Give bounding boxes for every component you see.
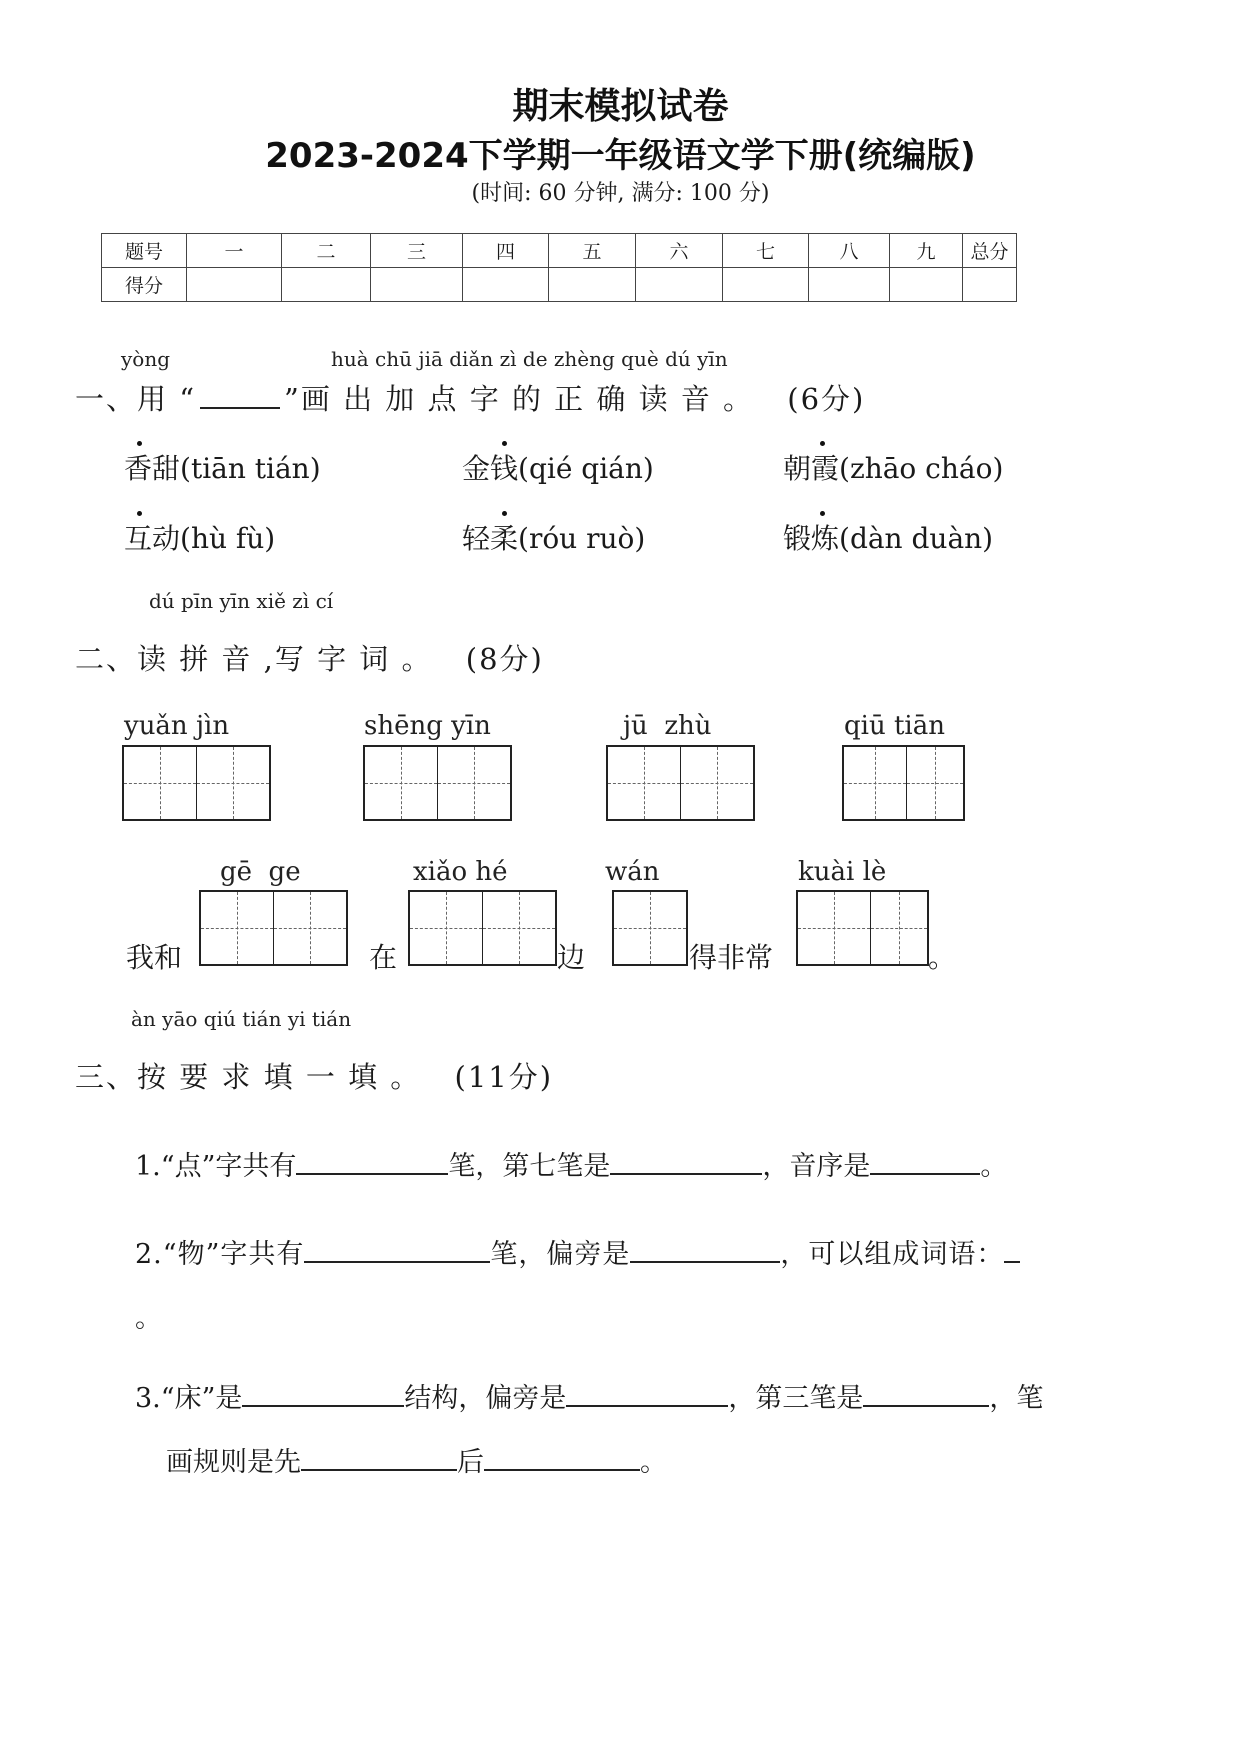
- q1-item-word: 朝霞: [783, 452, 840, 485]
- score-input-cell[interactable]: [371, 268, 463, 302]
- score-table-header-row: [102, 234, 1017, 268]
- answer-blank[interactable]: [1004, 1260, 1020, 1263]
- q3-item-3: [135, 1376, 1043, 1415]
- answer-blank[interactable]: [870, 1172, 980, 1175]
- tian-grid-box[interactable]: [612, 890, 688, 966]
- q1-pinyin: huà chū jiā diǎn zì de zhèng què dú yīn: [331, 347, 728, 371]
- score-input-cell[interactable]: [187, 268, 282, 302]
- box-pinyin: qiū tiān: [844, 711, 945, 741]
- score-table: [101, 233, 1017, 302]
- q1-item: [124, 447, 321, 487]
- sentence-text: 边: [557, 941, 586, 974]
- emphasis-dot: [502, 441, 507, 446]
- q3-item-text: 。: [640, 1447, 667, 1478]
- q1-item-options[interactable]: (zhāo cháo): [839, 452, 1004, 485]
- answer-blank[interactable]: [304, 1260, 490, 1263]
- sentence-pinyin: xiǎo hé: [413, 857, 508, 887]
- q3-item-text: ，笔: [989, 1383, 1044, 1414]
- q3-item-text: 2.“物”字共有: [135, 1239, 305, 1270]
- answer-blank[interactable]: [296, 1172, 448, 1175]
- q3-item-2: [135, 1232, 1020, 1271]
- emphasis-dot: [137, 441, 142, 446]
- box-pinyin: shēng yīn: [364, 711, 491, 741]
- q1-item: [783, 517, 993, 557]
- q1-item-options[interactable]: (hù fù): [180, 522, 276, 555]
- answer-blank[interactable]: [610, 1172, 762, 1175]
- answer-blank[interactable]: [566, 1404, 728, 1407]
- q3-item-2-end: 。: [135, 1303, 162, 1334]
- tian-grid-box[interactable]: [842, 745, 965, 821]
- q1-item-word: 香甜: [124, 452, 181, 485]
- emphasis-dot: [137, 511, 142, 516]
- sentence-pinyin: kuài lè: [798, 857, 887, 887]
- q3-item-text: ，音序是: [762, 1151, 871, 1182]
- q3-pinyin: àn yāo qiú tián yi tián: [131, 1007, 352, 1031]
- q1-heading: [75, 377, 865, 418]
- score-table-cell: 九: [890, 234, 963, 268]
- sentence-text: 。: [928, 941, 957, 974]
- answer-blank[interactable]: [301, 1468, 457, 1471]
- exam-title: 期末模拟试卷: [512, 86, 729, 127]
- q1-pinyin-yong: yòng: [121, 347, 171, 371]
- q3-item-text: 3.“床”是: [135, 1383, 243, 1414]
- score-table-cell: 总分: [963, 234, 1017, 268]
- q3-item-text: 后: [457, 1447, 484, 1478]
- q3-item-text: 。: [980, 1151, 1008, 1182]
- emphasis-dot: [820, 511, 825, 516]
- answer-blank[interactable]: [242, 1404, 404, 1407]
- q1-item-word: 锻炼: [783, 522, 840, 555]
- answer-blank[interactable]: [630, 1260, 780, 1263]
- sentence-text: 得非常: [689, 941, 774, 974]
- q1-item: [783, 447, 1003, 487]
- sentence-pinyin: wán: [605, 857, 660, 887]
- exam-subtitle: 2023-2024下学期一年级语文学下册(统编版): [265, 136, 976, 176]
- q2-heading: [75, 637, 544, 678]
- score-table-cell: 三: [371, 234, 463, 268]
- score-input-cell[interactable]: [963, 268, 1017, 302]
- score-table-score-row: [102, 268, 1017, 302]
- tian-grid-box[interactable]: [408, 890, 557, 966]
- q1-item-word: 互动: [124, 522, 181, 555]
- q3-heading-text: 三、按 要 求 填 一 填 。: [75, 1060, 422, 1094]
- score-table-cell: 一: [187, 234, 282, 268]
- q3-item-1: [135, 1144, 1007, 1183]
- q1-item-word: 金钱: [462, 452, 519, 485]
- q1-item-options[interactable]: (tiān tián): [180, 452, 321, 485]
- underline-mark: [200, 406, 280, 409]
- q1-item: [462, 517, 645, 557]
- tian-grid-box[interactable]: [199, 890, 348, 966]
- q1-item: [462, 447, 654, 487]
- sentence-text: 我和: [126, 941, 183, 974]
- score-input-cell[interactable]: [890, 268, 963, 302]
- q3-item-text: ，第三笔是: [728, 1383, 864, 1414]
- score-input-cell[interactable]: [463, 268, 549, 302]
- score-table-cell: 题号: [102, 234, 187, 268]
- q3-score: (11分): [454, 1060, 554, 1094]
- score-table-cell: 四: [463, 234, 549, 268]
- answer-blank[interactable]: [484, 1468, 640, 1471]
- q2-pinyin: dú pīn yīn xiě zì cí: [149, 589, 334, 613]
- score-table-cell: 五: [549, 234, 636, 268]
- sentence-text: 在: [369, 941, 398, 974]
- q1-item-options[interactable]: (róu ruò): [518, 522, 646, 555]
- score-table-cell: 七: [723, 234, 809, 268]
- q1-item: [124, 517, 275, 557]
- tian-grid-box[interactable]: [606, 745, 755, 821]
- emphasis-dot: [820, 441, 825, 446]
- q3-item-text: 画规则是先: [166, 1447, 301, 1478]
- tian-grid-box[interactable]: [796, 890, 929, 966]
- q3-item-text: 笔，第七笔是: [448, 1151, 611, 1182]
- q2-score: (8分): [465, 642, 544, 676]
- score-input-cell[interactable]: [282, 268, 371, 302]
- q1-item-options[interactable]: (qié qián): [518, 452, 654, 485]
- q1-score: (6分): [787, 382, 866, 416]
- score-input-cell[interactable]: [723, 268, 809, 302]
- tian-grid-box[interactable]: [363, 745, 512, 821]
- q3-item-text: 1.“点”字共有: [135, 1151, 297, 1182]
- q1-heading-b: ”画 出 加 点 字 的 正 确 读 音 。: [284, 382, 755, 416]
- q2-heading-text: 二、读 拼 音 ,写 字 词 。: [75, 642, 433, 676]
- tian-grid-box[interactable]: [122, 745, 271, 821]
- box-pinyin: jū zhù: [623, 711, 712, 741]
- score-table-cell: 六: [636, 234, 723, 268]
- q3-item-text: 结构，偏旁是: [404, 1383, 567, 1414]
- q1-item-options[interactable]: (dàn duàn): [839, 522, 994, 555]
- q1-item-word: 轻柔: [462, 522, 519, 555]
- box-pinyin: yuǎn jìn: [124, 711, 230, 741]
- answer-blank[interactable]: [863, 1404, 989, 1407]
- score-input-cell[interactable]: [636, 268, 723, 302]
- score-input-cell[interactable]: [809, 268, 890, 302]
- emphasis-dot: [502, 511, 507, 516]
- score-table-cell: 八: [809, 234, 890, 268]
- sentence-pinyin: gē ge: [220, 857, 301, 887]
- q1-heading-a: 一、用 “: [75, 382, 197, 416]
- score-table-cell: 二: [282, 234, 371, 268]
- score-input-cell[interactable]: [549, 268, 636, 302]
- q3-item-3-cont: [166, 1440, 667, 1479]
- q3-item-text: 笔，偏旁是: [490, 1239, 631, 1270]
- q3-item-text: ，可以组成词语：: [780, 1239, 1005, 1270]
- exam-info: (时间: 60 分钟, 满分: 100 分): [471, 181, 770, 206]
- q3-heading: [75, 1055, 553, 1096]
- score-table-cell: 得分: [102, 268, 187, 302]
